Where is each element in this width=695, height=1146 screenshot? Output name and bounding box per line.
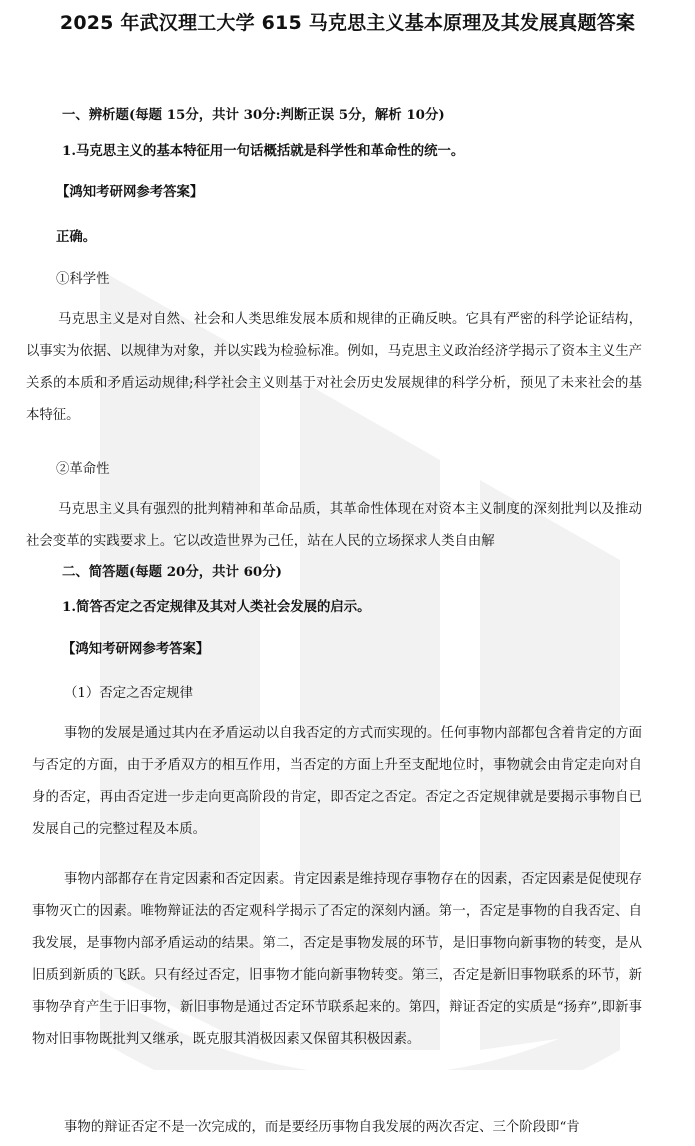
negation-paragraph-3: 事物的辩证否定不是一次完成的，而是要经历事物自我发展的两次否定、三个阶段即“肯 <box>64 1120 580 1135</box>
point2-label: ②革命性 <box>56 462 110 477</box>
section2-answer-tag: 【鸿知考研网参考答案】 <box>62 641 210 657</box>
section2-heading: 二、简答题(每题 20分，共计 60分) <box>62 564 282 580</box>
section1-verdict: 正确。 <box>56 229 97 245</box>
section1-heading: 一、辨析题(每题 15分，共计 30分:判断正误 5分，解析 10分) <box>62 107 445 123</box>
point1-paragraph: 马克思主义是对自然、社会和人类思维发展本质和规律的正确反映。它具有严密的科学论证结构，以事实为依据、以规律为对象，并以实践为检验标准。例如，马克思主义政治经济学揭示了资本主义生产关系的本质和矛盾运动规律;科学社会主义则基于对社会历史发展规律的科学分析，预见了未来社会的基本特征。 <box>26 312 642 423</box>
negation-paragraph-2: 事物内部都存在肯定因素和否定因素。肯定因素是维持现存事物存在的因素，否定因素是促使现存事物灭亡的因素。唯物辩证法的否定观科学揭示了否定的深刻内涵。第一，否定是事物的自我否定、自我发展，是事物内部矛盾运动的结果。第二，否定是事物发展的环节，是旧事物向新事物的转变，是从旧质到新质的飞跃。只有经过否定，旧事物才能向新事物转变。第三，否定是新旧事物联系的环节，新事物孕育产生于旧事物，新旧事物是通过否定环节联系起来的。第四，辩证否定的实质是“扬弃”,即新事物对旧事物既批判又继承，既克服其消极因素又保留其积极因素。 <box>32 872 642 1047</box>
section2-question: 1.简答否定之否定规律及其对人类社会发展的启示。 <box>62 599 371 615</box>
point1-label: ①科学性 <box>56 272 110 287</box>
section1-question: 1.马克思主义的基本特征用一句话概括就是科学性和革命性的统一。 <box>62 143 465 159</box>
point2-paragraph: 马克思主义具有强烈的批判精神和革命品质，其革命性体现在对资本主义制度的深刻批判以及推动社会变革的实践要求上。它以改造世界为己任，站在人民的立场探求人类自由解 <box>26 502 642 549</box>
negation-paragraph-1: 事物的发展是通过其内在矛盾运动以自我否定的方式而实现的。任何事物内部都包含着肯定的方面与否定的方面，由于矛盾双方的相互作用，当否定的方面上升至支配地位时，事物就会由肯定走向对自身的否定，再由否定进一步走向更高阶段的肯定，即否定之否定。否定之否定规律就是要揭示事物自已发展自己的完整过程及本质。 <box>32 726 642 837</box>
sub1-label: （1）否定之否定规律 <box>64 686 194 701</box>
section1-answer-tag: 【鸿知考研网参考答案】 <box>56 184 204 200</box>
document-title: 2025 年武汉理工大学 615 马克思主义基本原理及其发展真题答案 <box>59 12 636 34</box>
